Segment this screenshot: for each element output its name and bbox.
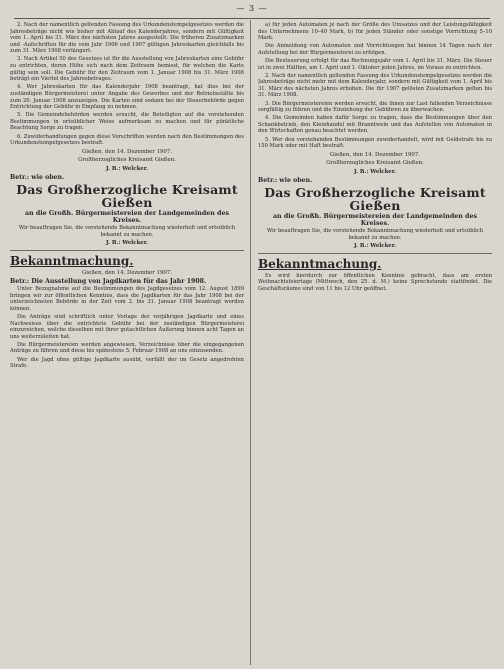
paragraph: 5. Wer den vorstehenden Bestimmungen zuwiderhandelt, wird mit Geldstrafe bis zu 150 Mark oder mit Haft bestraft.: [258, 136, 492, 150]
left-column: [10, 22, 244, 667]
page-number: — 3 —: [236, 4, 268, 13]
addressee-line: an die Großh. Bürgermeistereien der Landgemeinden des Kreises.: [24, 210, 230, 225]
paragraph: 5. Die Gemeindebehörden werden ersucht, die Beteiligten auf die vorstehenden Bestimmungen in ortsüblicher Weise aufmerksam zu machen und für pünktliche Beachtung Sorge zu tragen.: [10, 112, 244, 132]
subject-line: Betr.: Die Ausstellung von Jagdkarten für das Jahr 1908.: [10, 278, 207, 286]
authority-heading: Das Großherzogliche Kreisamt Gießen: [16, 182, 238, 211]
instruction-text: Wir beauftragen Sie, die vorstehende Bekanntmachung wiederholt und ortsüblich bekannt zu machen.: [18, 225, 236, 238]
subject-line: Betr.: wie oben.: [10, 174, 65, 182]
signature-office: Großherzogliches Kreisamt Gießen.: [78, 157, 176, 164]
paragraph: 2. Nach der namentlich geltenden Fassung des Urkundenstempelgesetzes werden die Jahresbeträge nicht wie bisher mit Ablauf des Kalenderjahres, sondern mit Gültigkeit vom 1. April bis 31. März des nächsten Jahres ausgestellt. Die früheren Zusatzmarken und -Aufschriften für die vom Jahr 1906 und 1907 gültigen Jahreskarten gleichfalls bis zum 31. März 1908 verlängert.: [10, 22, 244, 55]
paragraph: a) für jeden Automaten je nach der Größe des Umsatzes und der Leistungsfähigkeit des Unternehmens 10–40 Mark, b) für jeden Ständer oder sonstige Vorrichtung 5–10 Mark.: [258, 22, 492, 42]
top-rule: [14, 18, 490, 19]
subject-line: Betr.: wie oben.: [258, 177, 313, 185]
announcement-title: Bekanntmachung.: [10, 253, 134, 268]
signature-place: Gießen, den 14. Dezember 1907.: [81, 148, 173, 155]
paragraph: Die Besteuerung erfolgt für das Rechnungsjahr vom 1. April bis 31. März. Die Steuer ist in zwei Hälften, am 1. April und 1. Oktober jeden Jahres, im Voraus zu entrichten.: [258, 57, 492, 71]
paragraph: 3. Nach Artikel 50 des Gesetzes ist für die Ausstellung von Jahreskarten eine Gebühr zu entrichten, deren Höhe sich nach dem Zeitraum bemisst, für welchen die Karte gültig sein soll. Die Gebühr für den Zeitraum vom 1. Januar 1908 bis 31. März 1908 beträgt ein Viertel des Jahresbetrages.: [10, 56, 244, 83]
signature-name: J. B.: Welcker.: [354, 168, 396, 175]
signature-place: Gießen, den 14. Dezember 1907.: [329, 151, 421, 158]
signature-place: Gießen, den 14. Dezember 1907.: [81, 269, 173, 276]
separator-rule: [10, 250, 244, 251]
paragraph: Die Bürgermeistereien werden angewiesen, Verzeichnisse über die eingegangenen Anträge zu führen und diese bis spätestens 5. Februar 1908 an uns einzusenden.: [10, 341, 244, 355]
paragraph: Wer die Jagd ohne gültige Jagdkarte ausübt, verfällt der im Gesetz angedrohten Strafe.: [10, 356, 244, 370]
announcement-title: Bekanntmachung.: [258, 256, 382, 271]
paragraph: 2. Nach der namentlich geltenden Fassung des Urkundenstempelgesetzes werden die Jahresbeträge nicht mehr mit dem Kalenderjahr, sondern mit Gültigkeit vom 1. April bis 31. März des nächsten Jahres erhoben. Die für 1907 gelösten Zusatzmarken gelten bis 31. März 1908.: [258, 72, 492, 99]
right-column: [258, 22, 492, 667]
paragraph: Die Anmeldung von Automaten und Vorrichtungen hat binnen 14 Tagen nach der Aufstellung bei der Bürgermeisterei zu erfolgen.: [258, 43, 492, 56]
paragraph: Es wird hierdurch zur öffentlichen Kenntnis gebracht, dass am ersten Weihnachtsfeiertage (Mittwoch, den 25. d. M.) keine Sprechstunde stattfindet. Die Geschäftsräume sind von 11 bis 12 Uhr geöffnet.: [258, 272, 492, 293]
authority-heading: Das Großherzogliche Kreisamt Gießen: [264, 185, 486, 214]
signature-name: J. B.: Welcker.: [354, 243, 396, 250]
instruction-text: Wir beauftragen Sie, die vorstehende Bekanntmachung wiederholt und ortsüblich bekannt zu machen.: [266, 228, 484, 241]
paragraph: Die Anträge sind schriftlich unter Vorlage der vorjährigen Jagdkarte und eines Nachweises über die entrichtete Gebühr bei der zuständigen Bürgermeisterei einzureichen, welche dieselben mit ihrer gutachtlichen Äußerung binnen acht Tagen an uns weiterzuleiten hat.: [10, 313, 244, 340]
paragraph: 4. Die Gemeinden haben dafür Sorge zu tragen, dass die Bestimmungen über den Schankbetrieb, den Kleinhandel mit Branntwein und das Aufstellen von Automaten in den Wirtschaften genau beachtet werden.: [258, 115, 492, 135]
paragraph: 3. Die Bürgermeistereien werden ersucht, die ihnen zur Last fallenden Verzeichnisse sorgfältig zu führen und die Einziehung der Gebühren zu überwachen.: [258, 100, 492, 114]
addressee-line: an die Großh. Bürgermeistereien der Landgemeinden des Kreises.: [272, 213, 478, 228]
signature-name: J. B.: Welcker.: [106, 240, 148, 247]
column-divider: [250, 20, 251, 665]
paragraph: Unter Bezugnahme auf die Bestimmungen des Jagdgesetzes vom 12. August 1899 bringen wir zur öffentlichen Kenntnis, dass die Jagdkarten für das Jahr 1908 bei der unterzeichneten Behörde in der Zeit vom 2. bis 31. Januar 1908 beantragt werden können.: [10, 286, 244, 312]
paragraph: 4. Wer Jahreskarten für das Kalenderjahr 1908 beantragt, hat dies bei der zuständigen Bürgermeisterei unter Angabe des Gewerbes und der Betriebsstätte bis zum 20. Januar 1908 anzuzeigen. Die Karten sind sodann bei der Steuerbehörde gegen Entrichtung der Gebühr in Empfang zu nehmen.: [10, 84, 244, 111]
paragraph: 6. Zuwiderhandlungen gegen diese Vorschriften werden nach den Bestimmungen des Urkundenstempelgesetzes bestraft.: [10, 133, 244, 147]
signature-name: J. B.: Welcker.: [106, 165, 148, 172]
signature-office: Großherzogliches Kreisamt Gießen.: [326, 160, 424, 167]
separator-rule: [258, 253, 492, 254]
